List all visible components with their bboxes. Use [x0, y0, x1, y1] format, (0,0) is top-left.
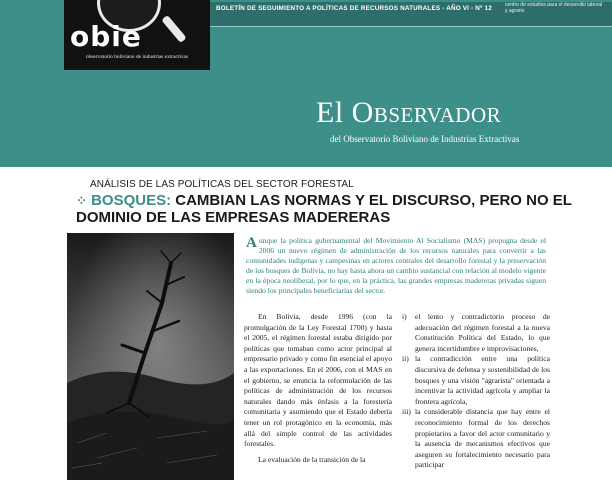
lead-paragraph — [246, 236, 546, 295]
masthead-subtitle: del Observatorio Boliviano de Industrias Extractivas — [330, 134, 520, 144]
logo-word: obie — [70, 20, 142, 53]
list-item — [402, 312, 550, 354]
list-item-number: iii) — [402, 407, 411, 417]
section-kicker: ANÁLISIS DE LAS POLÍTICAS DEL SECTOR FORESTAL — [90, 179, 354, 190]
article-headline — [76, 192, 606, 226]
logo-divider — [64, 68, 210, 70]
list-item-text: el lento y contradictorio proceso de adecuación del régimen forestal a la nueva Constitución Política del Estado, lo que genera incertidumbre e improvisaciones, — [415, 312, 550, 353]
list-item-text: la considerable distancia que hay entre el reconocimiento formal de los derechos propietarios a favor del actor comunitario y la ausencia de mecanismos efectivos que aseguren su fortalecimiento necesario para participar — [415, 407, 550, 470]
masthead-observador: Observador — [351, 96, 502, 129]
bulletin-title: BOLETÍN DE SEGUIMIENTO A POLÍTICAS DE RECURSOS NATURALES - AÑO VI - Nº 12 — [216, 5, 492, 12]
cedla-caption: centro de estudios para el desarrollo laboral y agrario — [505, 2, 603, 14]
masthead-header — [0, 0, 612, 167]
list-item — [402, 407, 550, 471]
dotted-triangle-icon: ⁘ — [76, 193, 87, 208]
list-item-number: i) — [402, 312, 407, 321]
body-column-left — [244, 312, 392, 470]
masthead-title — [316, 96, 501, 130]
masthead-el: El — [316, 96, 344, 129]
lead-text: unque la política gubernamental del Movimiento Al Socialismo (MAS) propugna desde el 2006 un nuevo régimen de administración de los recursos naturales para convertir a las comunidades indígenas y campesinas en actores centrales del desarrollo forestal y la preservación de los bosques de Bolivia, no hay hasta ahora un cambio sustancial con relación al modelo vigente en la época neoliberal, por lo que, en la práctica, las grandes empresas madereras privadas siguen siendo los principales beneficiarias del sector. — [246, 236, 546, 295]
band-divider — [210, 26, 612, 27]
list-item-text: la contradicción entre una política discursiva de defensa y sostenibilidad de los bosques y una visión "agrarista" orientada a incentivar la actividad agrícola y ampliar la frontera agrícola, — [415, 354, 550, 406]
list-item — [402, 354, 550, 407]
body-paragraph: En Bolivia, desde 1996 (con la promulgación de la Ley Forestal 1700) y hasta el 2005, el régimen forestal estaba dirigido por políticas que tomaban como actor principal al empresario privado y como fin esencial el apoyo a las exportaciones. En el 2006, con el MAS en el gobierno, se enuncia la reformulación de las políticas de administración de los recursos naturales dando más énfasis a la forestería comunitaria y asumiendo que el Estado debería tener un rol protagónico en la economía, más allá del simple control de las actividades forestales. — [244, 312, 392, 449]
body-column-right — [402, 312, 550, 471]
lead-dropcap: A — [246, 235, 257, 251]
logo-subtitle: observatorio boliviano de industrias extractivas — [85, 54, 189, 60]
headline-rest: CAMBIAN LAS NORMAS Y EL DISCURSO, PERO NO EL DOMINIO DE LAS EMPRESAS MADERERAS — [76, 192, 572, 226]
list-item-number: ii) — [402, 354, 409, 364]
burned-tree-photo — [67, 233, 234, 480]
body-paragraph: La evaluación de la transición de la — [258, 454, 366, 464]
headline-lead: BOSQUES: — [91, 192, 172, 209]
